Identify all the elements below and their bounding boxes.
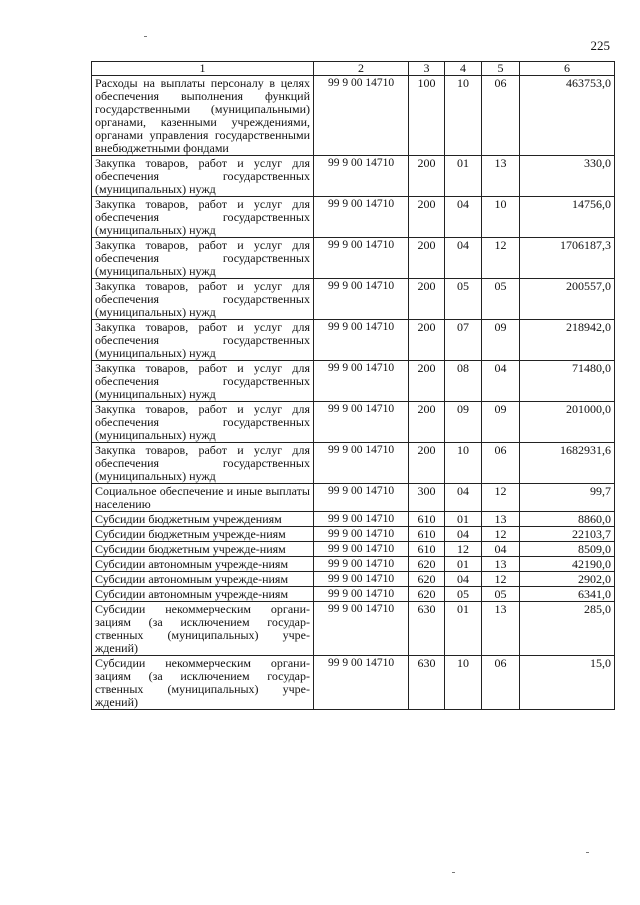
cell-code: 99 9 00 14710 — [314, 238, 409, 279]
table-row — [92, 279, 615, 320]
cell-section: 09 — [445, 402, 482, 443]
cell-subsection: 13 — [482, 512, 520, 527]
table-row — [92, 197, 615, 238]
table-header — [92, 62, 615, 76]
cell-section: 01 — [445, 512, 482, 527]
cell-subsection: 09 — [482, 402, 520, 443]
cell-code: 99 9 00 14710 — [314, 402, 409, 443]
cell-subsection: 12 — [482, 572, 520, 587]
cell-expense-type: 620 — [409, 587, 445, 602]
cell-subsection: 05 — [482, 587, 520, 602]
table-row — [92, 557, 615, 572]
cell-code: 99 9 00 14710 — [314, 602, 409, 656]
scan-speck — [586, 852, 589, 853]
cell-code: 99 9 00 14710 — [314, 156, 409, 197]
cell-name: Социальное обеспечение и иные выплаты населению — [92, 484, 314, 512]
cell-section: 04 — [445, 484, 482, 512]
cell-code: 99 9 00 14710 — [314, 527, 409, 542]
cell-expense-type: 610 — [409, 512, 445, 527]
cell-subsection: 05 — [482, 279, 520, 320]
cell-amount: 330,0 — [520, 156, 615, 197]
cell-amount: 463753,0 — [520, 76, 615, 156]
cell-amount: 285,0 — [520, 602, 615, 656]
cell-code: 99 9 00 14710 — [314, 320, 409, 361]
cell-code: 99 9 00 14710 — [314, 572, 409, 587]
cell-name: Субсидии автономным учрежде-ниям — [92, 572, 314, 587]
table-row — [92, 484, 615, 512]
cell-expense-type: 630 — [409, 602, 445, 656]
cell-code: 99 9 00 14710 — [314, 484, 409, 512]
budget-table — [91, 61, 615, 710]
cell-name: Расходы на выплаты персоналу в целях обеспечения выполнения функций государственными (муниципальными) органами, казенными учреждениями, органами управления государственными внебюджетными фондами — [92, 76, 314, 156]
cell-name: Закупка товаров, работ и услуг для обеспечения государственных (муниципальных) нужд — [92, 320, 314, 361]
cell-subsection: 13 — [482, 602, 520, 656]
table-row — [92, 542, 615, 557]
cell-amount: 201000,0 — [520, 402, 615, 443]
cell-amount: 218942,0 — [520, 320, 615, 361]
cell-expense-type: 200 — [409, 279, 445, 320]
header-row — [92, 62, 615, 76]
cell-subsection: 13 — [482, 557, 520, 572]
scan-speck — [144, 36, 147, 37]
cell-section: 04 — [445, 572, 482, 587]
cell-section: 04 — [445, 527, 482, 542]
cell-name: Субсидии некоммерческим органи-зациям (за исключением государ-ственных (муниципальных) учре-ждений) — [92, 602, 314, 656]
table-row — [92, 512, 615, 527]
table-row — [92, 238, 615, 279]
cell-section: 08 — [445, 361, 482, 402]
cell-expense-type: 200 — [409, 320, 445, 361]
table-row — [92, 443, 615, 484]
header-col-1: 1 — [92, 62, 314, 76]
table-row — [92, 156, 615, 197]
cell-amount: 8509,0 — [520, 542, 615, 557]
cell-expense-type: 610 — [409, 542, 445, 557]
cell-expense-type: 100 — [409, 76, 445, 156]
cell-subsection: 09 — [482, 320, 520, 361]
cell-section: 01 — [445, 602, 482, 656]
cell-expense-type: 200 — [409, 238, 445, 279]
cell-code: 99 9 00 14710 — [314, 557, 409, 572]
cell-subsection: 12 — [482, 527, 520, 542]
table-row — [92, 402, 615, 443]
table-body — [92, 76, 615, 710]
cell-section: 05 — [445, 587, 482, 602]
cell-name: Субсидии бюджетным учреждениям — [92, 512, 314, 527]
cell-amount: 6341,0 — [520, 587, 615, 602]
cell-expense-type: 630 — [409, 656, 445, 710]
cell-expense-type: 610 — [409, 527, 445, 542]
cell-section: 10 — [445, 656, 482, 710]
cell-expense-type: 200 — [409, 402, 445, 443]
cell-section: 04 — [445, 238, 482, 279]
header-col-4: 4 — [445, 62, 482, 76]
header-col-2: 2 — [314, 62, 409, 76]
cell-expense-type: 620 — [409, 557, 445, 572]
table-row — [92, 656, 615, 710]
cell-section: 12 — [445, 542, 482, 557]
cell-amount: 14756,0 — [520, 197, 615, 238]
cell-subsection: 10 — [482, 197, 520, 238]
cell-expense-type: 200 — [409, 197, 445, 238]
cell-amount: 22103,7 — [520, 527, 615, 542]
cell-amount: 1706187,3 — [520, 238, 615, 279]
cell-subsection: 06 — [482, 443, 520, 484]
cell-name: Закупка товаров, работ и услуг для обеспечения государственных (муниципальных) нужд — [92, 238, 314, 279]
scan-speck — [452, 872, 455, 873]
cell-name: Субсидии некоммерческим органи-зациям (за исключением государ-ственных (муниципальных) учре-ждений) — [92, 656, 314, 710]
cell-code: 99 9 00 14710 — [314, 443, 409, 484]
cell-expense-type: 200 — [409, 361, 445, 402]
cell-subsection: 04 — [482, 361, 520, 402]
header-col-6: 6 — [520, 62, 615, 76]
cell-name: Субсидии бюджетным учрежде-ниям — [92, 527, 314, 542]
header-col-3: 3 — [409, 62, 445, 76]
cell-section: 01 — [445, 557, 482, 572]
cell-section: 04 — [445, 197, 482, 238]
cell-name: Закупка товаров, работ и услуг для обеспечения государственных (муниципальных) нужд — [92, 402, 314, 443]
cell-name: Закупка товаров, работ и услуг для обеспечения государственных (муниципальных) нужд — [92, 361, 314, 402]
cell-amount: 1682931,6 — [520, 443, 615, 484]
cell-code: 99 9 00 14710 — [314, 542, 409, 557]
cell-section: 01 — [445, 156, 482, 197]
table-row — [92, 76, 615, 156]
cell-code: 99 9 00 14710 — [314, 279, 409, 320]
cell-name: Субсидии автономным учрежде-ниям — [92, 587, 314, 602]
cell-subsection: 13 — [482, 156, 520, 197]
cell-name: Закупка товаров, работ и услуг для обеспечения государственных (муниципальных) нужд — [92, 279, 314, 320]
cell-subsection: 04 — [482, 542, 520, 557]
cell-code: 99 9 00 14710 — [314, 512, 409, 527]
table-row — [92, 527, 615, 542]
header-col-5: 5 — [482, 62, 520, 76]
cell-name: Закупка товаров, работ и услуг для обеспечения государственных (муниципальных) нужд — [92, 443, 314, 484]
cell-section: 10 — [445, 443, 482, 484]
table-row — [92, 587, 615, 602]
table-row — [92, 572, 615, 587]
cell-code: 99 9 00 14710 — [314, 656, 409, 710]
cell-amount: 99,7 — [520, 484, 615, 512]
cell-name: Закупка товаров, работ и услуг для обеспечения государственных (муниципальных) нужд — [92, 197, 314, 238]
cell-section: 05 — [445, 279, 482, 320]
cell-subsection: 06 — [482, 76, 520, 156]
cell-name: Субсидии автономным учрежде-ниям — [92, 557, 314, 572]
cell-code: 99 9 00 14710 — [314, 76, 409, 156]
cell-expense-type: 200 — [409, 156, 445, 197]
cell-section: 10 — [445, 76, 482, 156]
cell-expense-type: 620 — [409, 572, 445, 587]
cell-expense-type: 200 — [409, 443, 445, 484]
cell-code: 99 9 00 14710 — [314, 197, 409, 238]
cell-amount: 8860,0 — [520, 512, 615, 527]
cell-subsection: 12 — [482, 484, 520, 512]
cell-code: 99 9 00 14710 — [314, 361, 409, 402]
cell-expense-type: 300 — [409, 484, 445, 512]
cell-code: 99 9 00 14710 — [314, 587, 409, 602]
cell-subsection: 06 — [482, 656, 520, 710]
cell-amount: 200557,0 — [520, 279, 615, 320]
cell-name: Закупка товаров, работ и услуг для обеспечения государственных (муниципальных) нужд — [92, 156, 314, 197]
cell-amount: 15,0 — [520, 656, 615, 710]
page-number: 225 — [590, 38, 610, 53]
cell-section: 07 — [445, 320, 482, 361]
table-row — [92, 361, 615, 402]
table-row — [92, 602, 615, 656]
cell-amount: 71480,0 — [520, 361, 615, 402]
cell-subsection: 12 — [482, 238, 520, 279]
table-row — [92, 320, 615, 361]
cell-amount: 2902,0 — [520, 572, 615, 587]
cell-name: Субсидии бюджетным учрежде-ниям — [92, 542, 314, 557]
cell-amount: 42190,0 — [520, 557, 615, 572]
